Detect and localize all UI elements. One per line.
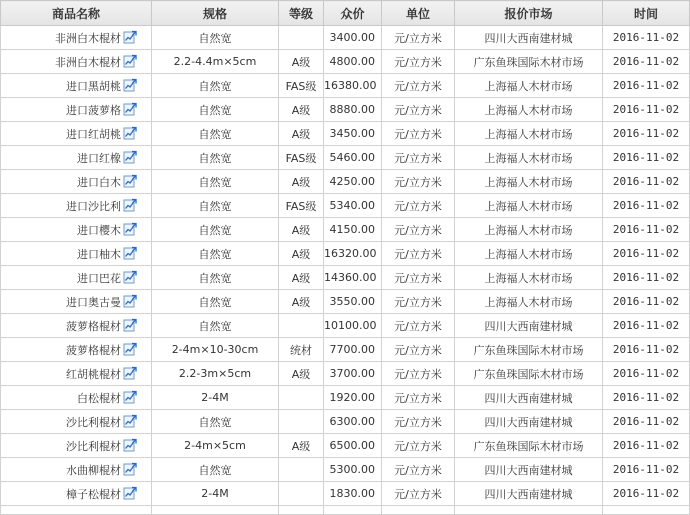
cell-name [1,194,152,218]
cell-market: 广东鱼珠国际木材市场 [455,50,603,74]
cell-unit: 元/立方米 [382,386,455,410]
product-name-link[interactable]: 进口红胡桃 [66,127,121,141]
cell-name [1,314,152,338]
cell-price: 1830.00 [324,482,382,506]
cell-name [1,26,152,50]
cell-name [1,434,152,458]
cell-grade: A级 [279,122,324,146]
cell-grade: A级 [279,290,324,314]
cell-date: 2016-11-02 [603,242,690,266]
cell-grade: FAS级 [279,194,324,218]
table-row [1,50,690,74]
cell-date: 2016-11-02 [603,98,690,122]
table-row [1,98,690,122]
product-name-link[interactable]: 沙比利棍材 [66,415,121,429]
cell-unit: 元/立方米 [382,410,455,434]
cell-unit: 元/立方米 [382,314,455,338]
cell-name [1,458,152,482]
header-name: 商品名称 [1,1,152,26]
cell-name [1,290,152,314]
cell-date: 2016-11-02 [603,170,690,194]
cell-name [1,362,152,386]
cell-spec: 自然宽 [152,122,279,146]
table-header-row [1,1,690,26]
cell-spec: 2-4m×5cm [152,434,279,458]
cell-price: 6500.00 [324,434,382,458]
cell-date: 2016-11-02 [603,362,690,386]
cell-unit: 元/立方米 [382,458,455,482]
cell-spec: 自然宽 [152,266,279,290]
product-name-link[interactable]: 进口沙比利 [66,199,121,213]
cell-unit: 元/立方米 [382,170,455,194]
price-chart-icon[interactable] [123,294,137,308]
cell-market: 广东鱼珠国际木材市场 [455,362,603,386]
table-row [1,26,690,50]
cell-price: 5460.00 [324,146,382,170]
product-name-link[interactable]: 菠萝格棍材 [66,319,121,333]
price-chart-icon[interactable] [123,414,137,428]
price-chart-icon[interactable] [123,462,137,476]
cell-unit: 元/立方米 [382,434,455,458]
cell-market: 上海福人木材市场 [455,290,603,314]
cell-price: 3550.00 [324,290,382,314]
cell-spec: 自然宽 [152,194,279,218]
cell-unit: 元/立方米 [382,290,455,314]
cell-unit: 元/立方米 [382,266,455,290]
product-name-link[interactable]: 白松棍材 [77,391,121,405]
price-chart-icon[interactable] [123,390,137,404]
cell-price: 16380.00 [324,74,382,98]
cell-name [1,170,152,194]
cell-spec: 自然宽 [152,74,279,98]
cell-spec: 自然宽 [152,170,279,194]
header-price: 众价 [324,1,382,26]
cell-date: 2016-11-02 [603,290,690,314]
cell-price: 3400.00 [324,26,382,50]
table-row [1,434,690,458]
header-grade: 等级 [279,1,324,26]
cell-name [1,410,152,434]
cell-grade: A级 [279,218,324,242]
table-row [1,146,690,170]
cell-date: 2016-11-02 [603,386,690,410]
cell-market: 上海福人木材市场 [455,122,603,146]
cell-spec: 2-4M [152,482,279,506]
cell-grade: A级 [279,434,324,458]
cell-name [1,74,152,98]
table-row [1,314,690,338]
cell-name [1,338,152,362]
cell-spec: 2-4m×10-30cm [152,338,279,362]
cell-price: 4250.00 [324,170,382,194]
price-chart-icon[interactable] [123,342,137,356]
cell-price: 1920.00 [324,386,382,410]
cell-price: 16320.00 [324,242,382,266]
table-row [1,170,690,194]
cell-grade [279,482,324,506]
cell-spec: 2.2-4.4m×5cm [152,50,279,74]
cell-grade: A级 [279,242,324,266]
price-chart-icon[interactable] [123,78,137,92]
cell-spec: 自然宽 [152,98,279,122]
cell-spec: 自然宽 [152,146,279,170]
price-chart-icon[interactable] [123,30,137,44]
cell-price: 8880.00 [324,98,382,122]
cell-date: 2016-11-02 [603,338,690,362]
table-row [1,194,690,218]
cell-grade: A级 [279,362,324,386]
product-name-link[interactable]: 樟子松棍材 [66,487,121,501]
cell-spec: 2-4M [152,386,279,410]
cell-market: 上海福人木材市场 [455,74,603,98]
header-market: 报价市场 [455,1,603,26]
cell-market: 上海福人木材市场 [455,194,603,218]
cell-date: 2016-11-02 [603,458,690,482]
cell-grade: 统材 [279,338,324,362]
cell-spec: 自然宽 [152,410,279,434]
cell-spec: 自然宽 [152,290,279,314]
price-chart-icon[interactable] [123,174,137,188]
product-name-link[interactable]: 进口红橡 [77,151,121,165]
price-chart-icon[interactable] [123,126,137,140]
cell-name [1,98,152,122]
price-chart-icon[interactable] [123,102,137,116]
cell-price: 3450.00 [324,122,382,146]
cell-name [1,50,152,74]
price-chart-icon[interactable] [123,198,137,212]
cell-name [1,266,152,290]
cell-market: 上海福人木材市场 [455,146,603,170]
product-name-link[interactable]: 水曲柳棍材 [66,463,121,477]
cell-spec: 自然宽 [152,26,279,50]
product-name-link[interactable]: 进口柚木 [77,247,121,261]
cell-spec: 2.2-3m×5cm [152,362,279,386]
cell-unit: 元/立方米 [382,26,455,50]
price-chart-icon[interactable] [123,222,137,236]
table-row-partial [1,506,690,515]
cell-unit: 元/立方米 [382,98,455,122]
product-name-link[interactable]: 进口菠萝格 [66,103,121,117]
cell-date: 2016-11-02 [603,122,690,146]
header-spec: 规格 [152,1,279,26]
product-name-link[interactable]: 进口樱木 [77,223,121,237]
cell-grade: FAS级 [279,146,324,170]
product-name-link[interactable]: 进口黑胡桃 [66,79,121,93]
cell-market: 上海福人木材市场 [455,218,603,242]
cell-name [1,242,152,266]
price-chart-icon[interactable] [123,150,137,164]
cell-price: 5300.00 [324,458,382,482]
cell-market: 上海福人木材市场 [455,242,603,266]
cell-unit: 元/立方米 [382,218,455,242]
price-chart-icon[interactable] [123,318,137,332]
cell-grade: A级 [279,266,324,290]
price-chart-icon[interactable] [123,270,137,284]
cell-spec: 自然宽 [152,458,279,482]
cell-name [1,122,152,146]
table-row [1,290,690,314]
cell-spec: 自然宽 [152,218,279,242]
cell-spec: 自然宽 [152,314,279,338]
cell-market: 广东鱼珠国际木材市场 [455,434,603,458]
cell-name [1,386,152,410]
cell-market: 四川大西南建材城 [455,410,603,434]
cell-grade [279,410,324,434]
cell-price: 6300.00 [324,410,382,434]
table-row [1,122,690,146]
cell-market: 四川大西南建材城 [455,314,603,338]
table-row [1,482,690,506]
cell-date: 2016-11-02 [603,74,690,98]
cell-unit: 元/立方米 [382,194,455,218]
table-row [1,458,690,482]
cell-unit: 元/立方米 [382,122,455,146]
cell-price: 4150.00 [324,218,382,242]
product-name-link[interactable]: 非洲白木棍材 [55,55,121,69]
price-chart-icon[interactable] [123,54,137,68]
cell-date: 2016-11-02 [603,146,690,170]
product-name-link[interactable]: 非洲白木棍材 [55,31,121,45]
cell-date: 2016-11-02 [603,410,690,434]
cell-grade: A级 [279,170,324,194]
table-row [1,410,690,434]
cell-grade [279,26,324,50]
table-row [1,386,690,410]
table-row [1,242,690,266]
product-name-link[interactable]: 进口奥古曼 [66,295,121,309]
cell-grade: A级 [279,98,324,122]
product-name-link[interactable]: 进口巴花 [77,271,121,285]
cell-grade [279,458,324,482]
cell-price: 14360.00 [324,266,382,290]
cell-price: 3700.00 [324,362,382,386]
cell-price: 5340.00 [324,194,382,218]
cell-spec: 自然宽 [152,242,279,266]
cell-grade [279,314,324,338]
cell-market: 上海福人木材市场 [455,98,603,122]
cell-unit: 元/立方米 [382,50,455,74]
table-row [1,266,690,290]
cell-price: 7700.00 [324,338,382,362]
header-unit: 单位 [382,1,455,26]
table-row [1,218,690,242]
cell-unit: 元/立方米 [382,338,455,362]
table-row [1,362,690,386]
cell-date: 2016-11-02 [603,314,690,338]
cell-market: 四川大西南建材城 [455,26,603,50]
cell-date: 2016-11-02 [603,194,690,218]
cell-name [1,146,152,170]
cell-unit: 元/立方米 [382,482,455,506]
product-name-link[interactable]: 沙比利棍材 [66,439,121,453]
product-name-link[interactable]: 红胡桃棍材 [66,367,121,381]
cell-unit: 元/立方米 [382,362,455,386]
price-chart-icon[interactable] [123,438,137,452]
cell-date: 2016-11-02 [603,218,690,242]
cell-market: 上海福人木材市场 [455,170,603,194]
cell-date: 2016-11-02 [603,26,690,50]
cell-date: 2016-11-02 [603,434,690,458]
product-name-link[interactable]: 菠萝格棍材 [66,343,121,357]
price-chart-icon[interactable] [123,246,137,260]
cell-date: 2016-11-02 [603,266,690,290]
cell-market: 四川大西南建材城 [455,386,603,410]
cell-date: 2016-11-02 [603,482,690,506]
cell-market: 四川大西南建材城 [455,458,603,482]
table-row [1,74,690,98]
price-chart-icon[interactable] [123,366,137,380]
cell-date: 2016-11-02 [603,50,690,74]
price-chart-icon[interactable] [123,486,137,500]
cell-unit: 元/立方米 [382,242,455,266]
cell-price: 4800.00 [324,50,382,74]
cell-price: 10100.00 [324,314,382,338]
cell-unit: 元/立方米 [382,146,455,170]
cell-market: 上海福人木材市场 [455,266,603,290]
table-row [1,338,690,362]
cell-market: 广东鱼珠国际木材市场 [455,338,603,362]
header-time: 时间 [603,1,690,26]
cell-name [1,482,152,506]
cell-unit: 元/立方米 [382,74,455,98]
cell-grade [279,386,324,410]
cell-name [1,218,152,242]
cell-grade: FAS级 [279,74,324,98]
cell-grade: A级 [279,50,324,74]
cell-market: 四川大西南建材城 [455,482,603,506]
product-name-link[interactable]: 进口白木 [77,175,121,189]
